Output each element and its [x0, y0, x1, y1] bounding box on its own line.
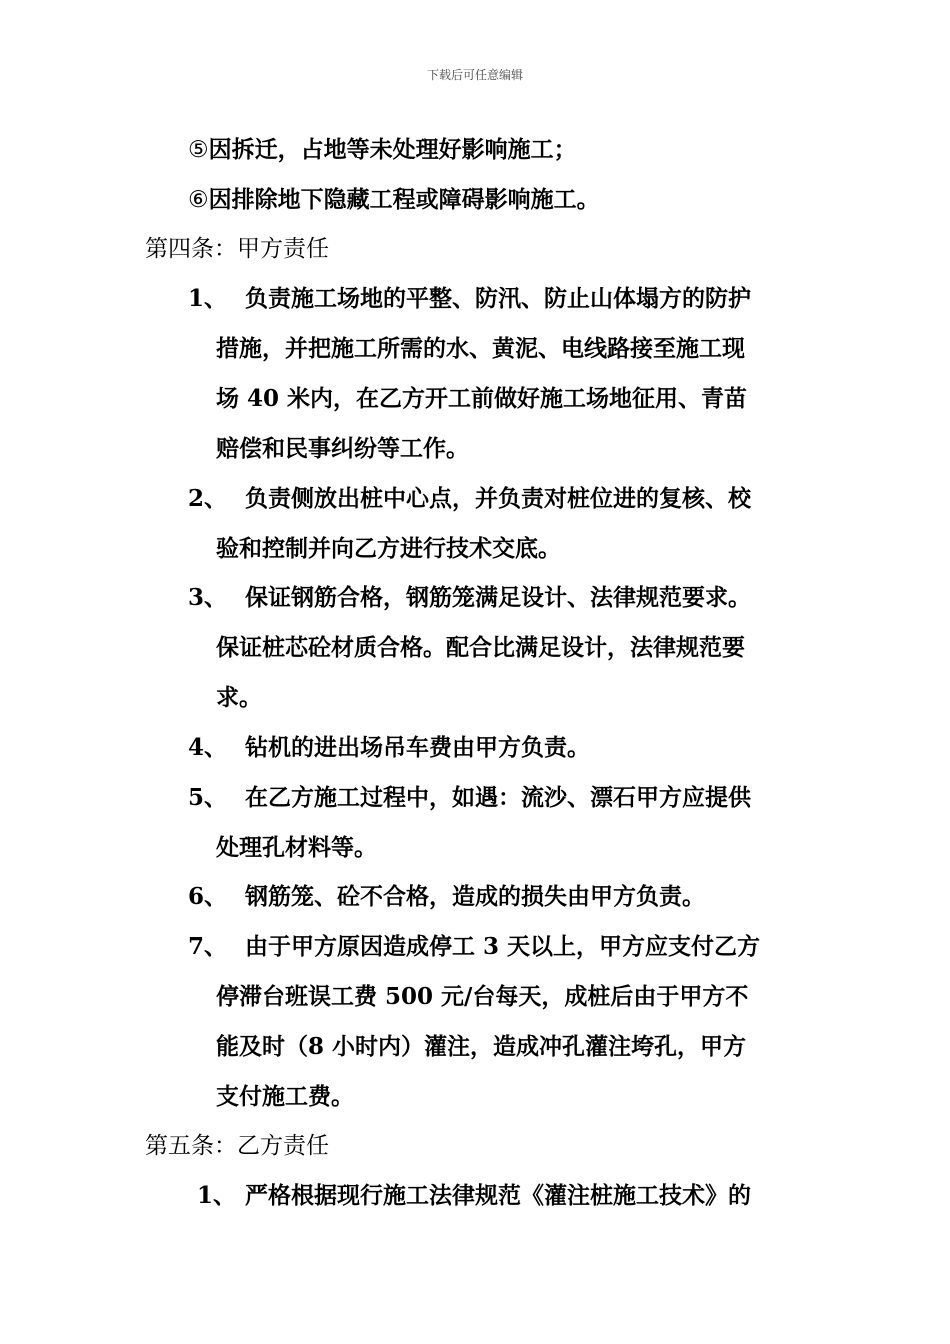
- item-4-2-line-2: 验和控制并向乙方进行技术交底。: [216, 535, 561, 562]
- clause-5-text: 因拆迁，占地等未处理好影响施工；: [208, 136, 577, 163]
- item-4-4-number: 4、: [188, 734, 228, 761]
- item-4-3-line-3: 求。: [216, 684, 262, 711]
- item-4-2-number: 2、: [188, 485, 228, 512]
- item-4-7-line-2: 停滞台班误工费 500 元/台每天，成桩后由于甲方不: [216, 983, 749, 1010]
- section-5-title: 第五条：乙方责任: [145, 1133, 329, 1159]
- item-4-1-line-1: 负责施工场地的平整、防汛、防止山体塌方的防护: [245, 285, 751, 312]
- item-4-5-line-1: 在乙方施工过程中，如遇：流沙、漂石甲方应提供: [245, 784, 751, 811]
- item-5-1-line-1: 严格根据现行施工法律规范《灌注桩施工技术》的: [245, 1182, 751, 1209]
- item-4-4-line-1: 钻机的进出场吊车费由甲方负责。: [245, 734, 590, 761]
- item-4-7-line-1: 由于甲方原因造成停工 3 天以上，甲方应支付乙方: [245, 933, 761, 960]
- page-header: 下载后可任意编辑: [426, 68, 523, 82]
- clause-6-text: 因排除地下隐藏工程或障碍影响施工。: [208, 186, 600, 213]
- item-4-1-line-4: 赔偿和民事纠纷等工作。: [216, 435, 469, 462]
- clause-6: [188, 185, 600, 215]
- item-4-7-line-3: 能及时（8 小时内）灌注，造成冲孔灌注垮孔，甲方: [216, 1033, 747, 1060]
- item-4-3-number: 3、: [188, 584, 228, 611]
- item-4-6-line-1: 钢筋笼、砼不合格，造成的损失由甲方负责。: [245, 883, 705, 910]
- item-4-3-line-2: 保证桩芯砼材质合格。配合比满足设计，法律规范要: [216, 634, 745, 661]
- item-4-5-number: 5、: [188, 784, 228, 811]
- item-4-5-line-2: 处理孔材料等。: [216, 834, 377, 861]
- item-4-7-number: 7、: [188, 933, 228, 960]
- circled-five: ⑤: [188, 137, 209, 163]
- item-4-1-line-3: 场 40 米内，在乙方开工前做好施工场地征用、青苗: [216, 385, 748, 412]
- circled-six: ⑥: [188, 187, 209, 213]
- clause-5: [188, 135, 577, 165]
- item-4-7-line-4: 支付施工费。: [216, 1083, 354, 1110]
- item-4-6-number: 6、: [188, 883, 228, 910]
- item-4-1-line-2: 措施，并把施工所需的水、黄泥、电线路接至施工现: [216, 335, 745, 362]
- item-5-1-number: 1、: [197, 1182, 237, 1209]
- item-4-3-line-1: 保证钢筋合格，钢筋笼满足设计、法律规范要求。: [245, 584, 751, 611]
- section-4-title: 第四条：甲方责任: [145, 236, 329, 262]
- item-4-2-line-1: 负责侧放出桩中心点，并负责对桩位进的复核、校: [245, 485, 751, 512]
- item-4-1-number: 1、: [188, 285, 228, 312]
